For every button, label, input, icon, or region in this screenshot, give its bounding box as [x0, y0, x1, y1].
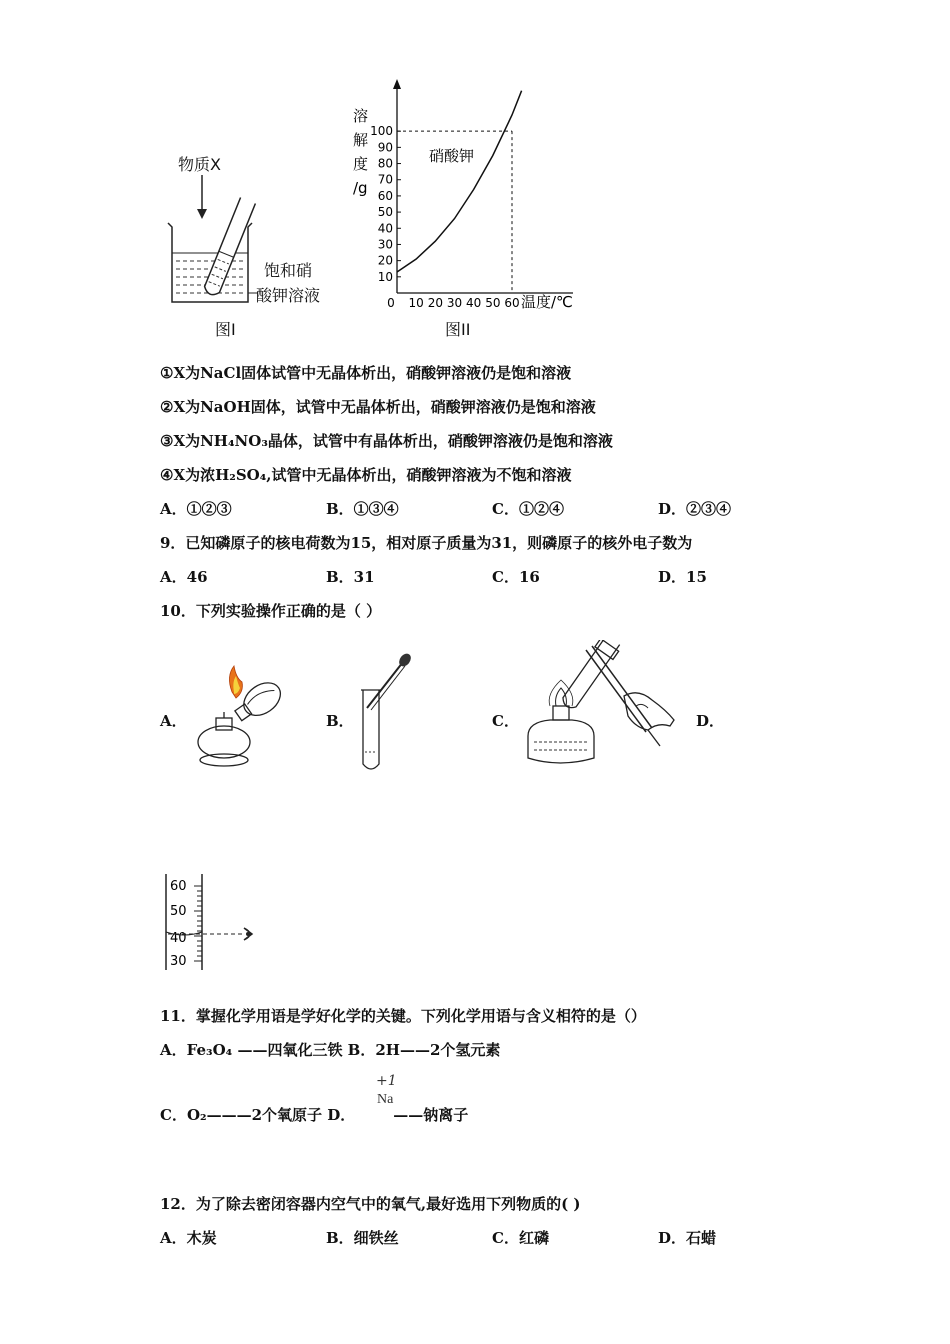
cylinder-tick-40: 40 — [170, 931, 187, 946]
q11-stem: 11．掌握化学用语是学好化学的关键。下列化学用语与含义相符的是（） — [160, 1007, 646, 1025]
dropper-in-test-tube-icon — [355, 652, 415, 777]
q11-option-c-d[interactable] — [160, 1104, 468, 1125]
x-tick-label: 50 — [485, 296, 501, 310]
y-axis-label-char: 度 — [353, 155, 369, 173]
y-tick-label: 30 — [377, 237, 393, 252]
y-tick-label: 20 — [377, 253, 393, 268]
y-tick-label: 70 — [377, 172, 393, 187]
q9-option-a[interactable]: A．46 — [160, 568, 208, 586]
sodium-charge: +1 — [376, 1073, 397, 1089]
potassium-nitrate-curve — [397, 91, 522, 272]
q11-options-a-b[interactable]: A．Fe₃O₄ ——四氧化三铁 B．2H——2个氢元素 — [160, 1041, 501, 1059]
statement-1: ①X为NaCl固体试管中无晶体析出，硝酸钾溶液仍是饱和溶液 — [160, 364, 572, 382]
q8-option-b[interactable]: B．①③④ — [326, 500, 399, 518]
q9-option-d[interactable]: D．15 — [658, 568, 707, 586]
q10-stem: 10．下列实验操作正确的是（ ） — [160, 602, 382, 620]
q8-option-d[interactable]: D．②③④ — [658, 500, 732, 518]
q9-stem: 9．已知磷原子的核电荷数为15，相对原子质量为31，则磷原子的核外电子数为 — [160, 534, 693, 552]
cylinder-tick-60: 60 — [170, 879, 187, 894]
q9-option-c[interactable]: C．16 — [492, 568, 540, 586]
q10-option-b[interactable]: B． — [326, 712, 354, 730]
series-label: 硝酸钾 — [429, 147, 475, 165]
q12-option-d[interactable]: D．石蜡 — [658, 1229, 717, 1247]
x-tick-label: 20 — [427, 296, 443, 310]
heating-test-tube-icon — [520, 640, 680, 775]
y-tick-label: 90 — [377, 140, 393, 155]
y-tick-label: 40 — [377, 221, 393, 236]
q9-option-b[interactable]: B．31 — [326, 568, 375, 586]
q12-option-a[interactable]: A．木炭 — [160, 1229, 217, 1247]
q10-option-d[interactable]: D． — [696, 712, 725, 730]
q8-option-c[interactable]: C．①②④ — [492, 500, 564, 518]
figure-1-caption: 图I — [215, 320, 236, 339]
q8-option-a[interactable]: A．①②③ — [160, 500, 232, 518]
x-tick-label: 0 — [387, 296, 395, 310]
y-axis-label-char: /g — [353, 179, 368, 197]
substance-x-label: 物质X — [178, 155, 221, 174]
solution-label-line1: 饱和硝 — [264, 261, 313, 280]
x-tick-label: 60 — [504, 296, 520, 310]
figure-2-caption: 图II — [445, 320, 471, 339]
y-tick-label: 80 — [377, 156, 393, 171]
measuring-cylinder-reading-icon — [160, 870, 270, 975]
q11-option-c-text: C．O₂———2个氧原子 D． — [160, 1106, 356, 1124]
statement-3: ③X为NH₄NO₃晶体，试管中有晶体析出，硝酸钾溶液仍是饱和溶液 — [160, 432, 613, 450]
y-tick-label: 10 — [377, 269, 393, 284]
y-axis-label-char: 溶 — [353, 107, 369, 125]
q12-option-c[interactable]: C．红磷 — [492, 1229, 549, 1247]
x-tick-label: 10 — [408, 296, 424, 310]
cylinder-tick-50: 50 — [170, 904, 187, 919]
solubility-chart — [345, 75, 590, 315]
statement-2: ②X为NaOH固体，试管中无晶体析出，硝酸钾溶液仍是饱和溶液 — [160, 398, 596, 416]
q11-option-d-text: ——钠离子 — [393, 1106, 469, 1124]
x-axis-label: 温度/℃ — [521, 293, 573, 311]
q12-stem: 12．为了除去密闭容器内空气中的氧气,最好选用下列物质的( ) — [160, 1195, 581, 1213]
sodium-symbol: Na — [377, 1092, 394, 1107]
q10-option-a[interactable]: A． — [160, 712, 187, 730]
alcohol-lamp-lighting-icon — [188, 662, 298, 772]
x-tick-label: 40 — [466, 296, 482, 310]
y-tick-label: 60 — [377, 188, 393, 203]
statement-4: ④X为浓H₂SO₄,试管中无晶体析出，硝酸钾溶液为不饱和溶液 — [160, 466, 572, 484]
y-tick-label: 100 — [370, 124, 393, 139]
y-tick-label: 50 — [377, 205, 393, 220]
cylinder-tick-30: 30 — [170, 954, 187, 969]
solution-label-line2: 酸钾溶液 — [256, 286, 321, 305]
y-axis-arrow — [393, 79, 401, 89]
q12-option-b[interactable]: B．细铁丝 — [326, 1229, 399, 1247]
x-tick-label: 30 — [446, 296, 463, 310]
q10-option-c[interactable]: C． — [492, 712, 519, 730]
y-axis-label-char: 解 — [353, 131, 369, 149]
